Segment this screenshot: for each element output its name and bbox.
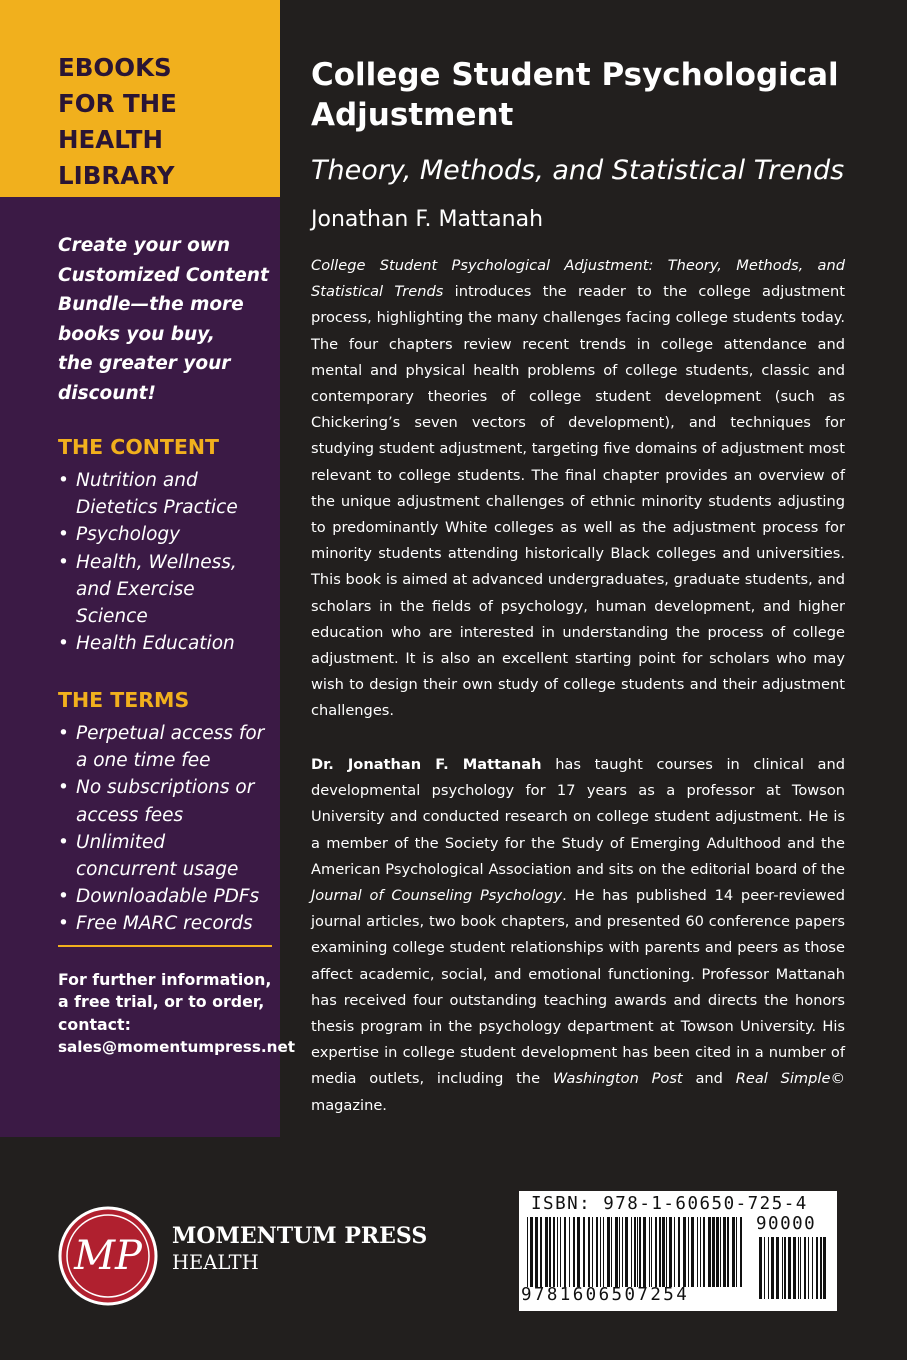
series-tagline: EBOOKS FOR THE HEALTH LIBRARY xyxy=(58,53,177,190)
isbn-label: ISBN: 978-1-60650-725-4 xyxy=(531,1194,808,1214)
book-subtitle: Theory, Methods, and Statistical Trends xyxy=(311,155,845,186)
terms-heading: THE TERMS xyxy=(58,688,190,712)
publisher-name: MOMENTUM PRESS xyxy=(172,1223,428,1249)
contact-email[interactable]: sales@momentumpress.net xyxy=(58,1037,296,1056)
sidebar-header xyxy=(0,0,280,197)
book-title: College Student Psychological Adjustment xyxy=(311,57,839,133)
terms-list xyxy=(58,720,278,938)
promo-text: Create your own Customized Content Bundle—the more books you buy, the greater your discount! xyxy=(58,235,269,404)
book-description: College Student Psychological Adjustment: Theory, Methods, and Statistical Trends introduces the reader to the college adjustment process, highlighting the many challenges facing college students today. The four chapters review recent trends in college attendance and mental and physical health problems of college students, classic and contemporary theories of college student development (such as Chickering’s seven vectors of development), and techniques for studying student adjustment, targeting five domains of adjustment most relevant to college students. The final chapter provides an overview of the unique adjustment challenges of ethnic minority students adjusting to predominantly White colleges as well as the adjustment process for minority students attending historically Black colleges and universities. This book is aimed at advanced undergraduates, graduate students, and scholars in the fields of psychology, human development, and higher education who are interested in understanding the process of college adjustment. It is also an excellent starting point for scholars who may wish to design their own study of college students and their adjustment challenges. xyxy=(311,257,846,720)
list-item: • Downloadable PDFs xyxy=(58,883,278,910)
sidebar-panel xyxy=(0,197,296,1137)
list-item: • No subscriptions or access fees xyxy=(58,774,278,828)
list-item: • Unlimited concurrent usage xyxy=(58,829,278,883)
price-code: 90000 xyxy=(756,1214,817,1234)
publisher-block xyxy=(172,1222,427,1276)
addon-barcode-bars xyxy=(759,1237,829,1299)
isbn-barcode xyxy=(519,1191,837,1311)
list-item: • Psychology xyxy=(58,521,278,548)
sidebar-divider xyxy=(58,945,272,947)
publisher-imprint: HEALTH xyxy=(172,1251,259,1274)
publisher-logo-icon xyxy=(58,1206,158,1306)
content-heading: THE CONTENT xyxy=(58,435,220,459)
list-item: • Health Education xyxy=(58,630,278,657)
list-item: • Perpetual access for a one time fee xyxy=(58,720,278,774)
book-author: Jonathan F. Mattanah xyxy=(311,207,544,232)
list-item: • Nutrition and Dietetics Practice xyxy=(58,467,278,521)
list-item: • Free MARC records xyxy=(58,910,278,937)
content-list xyxy=(58,467,278,657)
ean-digits: 9781606507254 xyxy=(521,1285,690,1305)
logo-letters: MP xyxy=(74,1233,142,1279)
list-item: • Health, Wellness, and Exercise Science xyxy=(58,549,278,631)
author-bio: Dr. Jonathan F. Mattanah has taught courses in clinical and developmental psychology for 17 years as a professor at Towson University and conducted research on college student adjustment. He is a member of the Society for the Study of Emerging Adulthood and the American Psychological Association and sits on the editorial board of the Journal of Counseling Psychology. He has published 14 peer-reviewed journal articles, two book chapters, and presented 60 conference papers examining college student relationships with parents and peers as those affect academic, social, and emotional functioning. Professor Mattanah has received four outstanding teaching awards and directs the honors thesis program in the psychology department at Towson University. His expertise in college student development has been cited in a number of media outlets, including the Washington Post and Real Simple© magazine. xyxy=(311,756,846,1114)
contact-info: For further information, a free trial, or to order, contact: sales@momentumpress.net xyxy=(58,969,280,1058)
ean-barcode-bars xyxy=(527,1217,747,1287)
